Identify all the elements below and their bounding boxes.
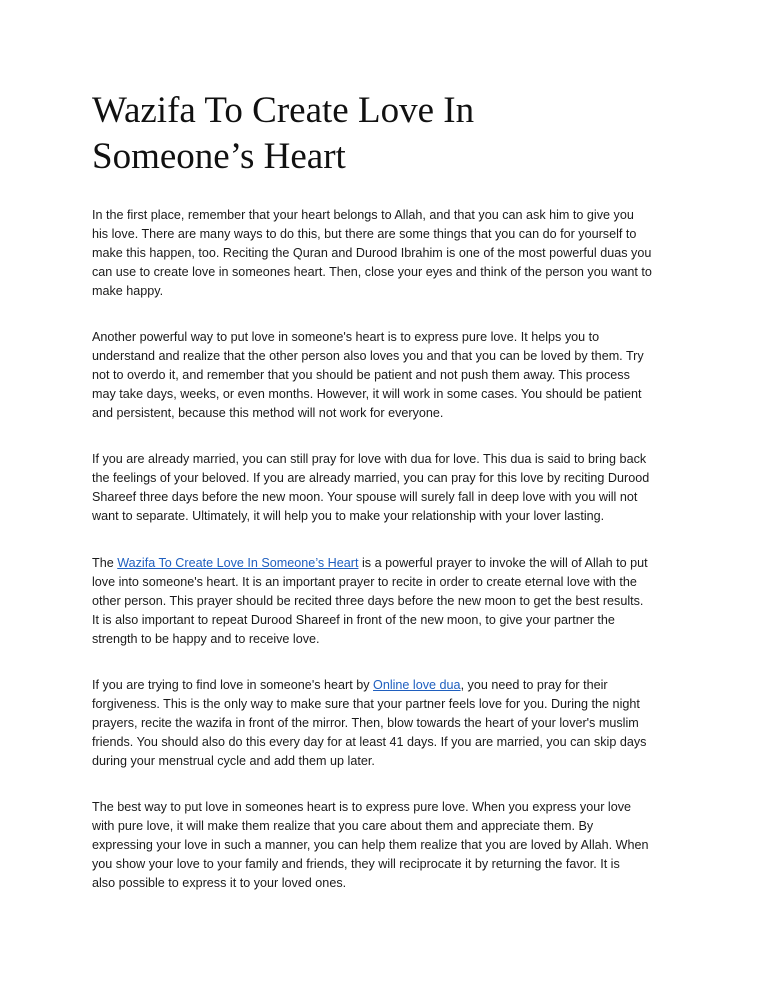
title-line-1: Wazifa To Create Love In [92,90,475,131]
text-segment: is a powerful prayer to invoke the will of Allah to put [358,556,648,570]
page-title [92,88,652,180]
paragraph-line: also possible to express it to your loved ones. [92,876,347,890]
paragraph-line: during your menstrual cycle and add them up later. [92,754,375,768]
paragraph-line [92,676,682,695]
paragraph-line: If you are already married, you can still pray for love with dua for love. This dua is said to bring back [92,452,647,466]
paragraph-line: make happy. [92,284,164,298]
paragraph-line: The best way to put love in someones heart is to express pure love. When you express your love [92,800,632,814]
paragraph-online-dua [92,676,682,771]
paragraph-line: understand and realize that the other person also loves you and that you can be loved by them. Try [92,349,644,363]
paragraph-line: can use to create love in someones heart. Then, close your eyes and think of the person you want to [92,265,652,279]
paragraph-line: with pure love, it will make them realize that you care about them and appreciate them. By [92,819,594,833]
paragraph-line: and persistent, because this method will not work for everyone. [92,406,444,420]
paragraph-line: In the first place, remember that your heart belongs to Allah, and that you can ask him to give you [92,208,634,222]
paragraph-line: Shareef three days before the new moon. Your spouse will surely fall in deep love with you will not [92,490,638,504]
title-line-2: Someone’s Heart [92,136,346,177]
paragraph-line: strength to be happy and to receive love. [92,632,320,646]
paragraph-line: expressing your love in such a manner, you can help them realize that you are loved by Allah. When [92,838,649,852]
text-segment: The [92,556,118,570]
paragraph-line: It is also important to repeat Durood Shareef in front of the new moon, to give your partner the [92,613,615,627]
paragraph-married [92,450,682,526]
paragraph-intro [92,206,682,301]
paragraph-line: prayers, recite the wazifa in front of the mirror. Then, blow towards the heart of your lover's muslim [92,716,639,730]
paragraph-line: not to overdo it, and remember that you should be patient and not push them away. This process [92,368,630,382]
paragraph-line: Another powerful way to put love in someone's heart is to express pure love. It helps you to [92,330,600,344]
paragraph-line: want to separate. Ultimately, it will help you to make your relationship with your lover lasting. [92,509,605,523]
text-segment: If you are trying to find love in someone's heart by [92,678,374,692]
paragraph-line: forgiveness. This is the only way to make sure that your partner feels love for you. During the night [92,697,640,711]
paragraph-line: his love. There are many ways to do this, but there are some things that you can do for yourself to [92,227,637,241]
paragraph-best-way [92,798,682,893]
paragraph-line: may take days, weeks, or even months. However, it will work in some cases. You should be patient [92,387,642,401]
paragraph-line: you show your love to your family and friends, they will reciprocate it by returning the favor. It is [92,857,620,871]
online-love-dua-link[interactable]: Online love dua [373,678,461,692]
paragraph-line: other person. This prayer should be recited three days before the new moon to get the best results. [92,594,644,608]
paragraph-wazifa [92,554,682,649]
paragraph-line: love into someone's heart. It is an important prayer to recite in order to create eternal love with the [92,575,637,589]
paragraph-line [92,554,682,573]
text-segment: , you need to pray for their [460,678,608,692]
wazifa-link[interactable]: Wazifa To Create Love In Someone’s Heart [117,556,359,570]
paragraph-pure-love [92,328,682,423]
paragraph-line: friends. You should also do this every day for at least 41 days. If you are married, you can skip days [92,735,647,749]
paragraph-line: the feelings of your beloved. If you are already married, you can pray for this love by reciting Durood [92,471,650,485]
paragraph-line: make this happen, too. Reciting the Quran and Durood Ibrahim is one of the most powerful duas you [92,246,652,260]
